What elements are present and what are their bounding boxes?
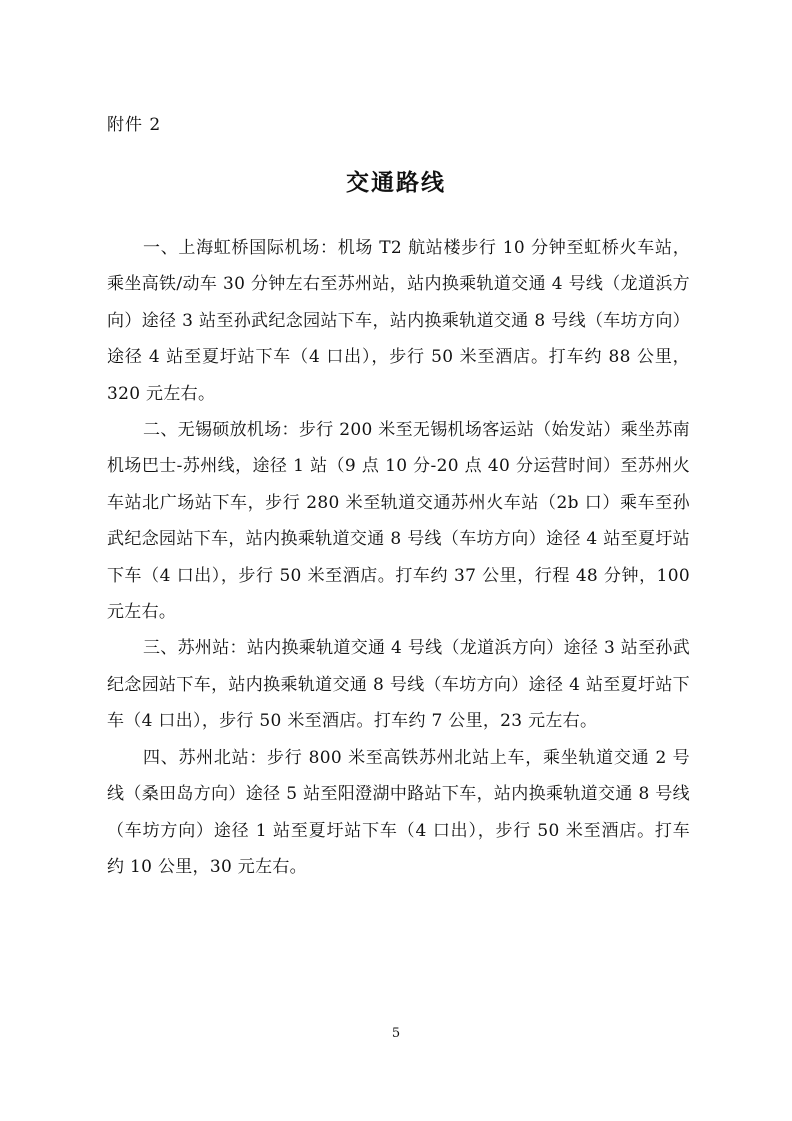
route-paragraph-hongqiao-airport: 一、上海虹桥国际机场：机场 T2 航站楼步行 10 分钟至虹桥火车站，乘坐高铁/动车 30 分钟左右至苏州站，站内换乘轨道交通 4 号线（龙道浜方向）途径 3 站至孙武纪念园站下车，站内换乘轨道交通 8 号线（车坊方向）途径 4 站至夏圩站下车（4 口出），步行 50 米至酒店。打车约 88 公里，320 元左右。 (107, 238, 690, 404)
page-number: 5 (391, 1026, 401, 1041)
route-paragraph-wuxi-airport: 二、无锡硕放机场：步行 200 米至无锡机场客运站（始发站）乘坐苏南机场巴士-苏州线，途径 1 站（9 点 10 分-20 点 40 分运营时间）至苏州火车站北广场站下车，步行 280 米至轨道交通苏州火车站（2b 口）乘车至孙武纪念园站下车，站内换乘轨道交通 8 号线（车坊方向）途径 4 站至夏圩站下车（4 口出），步行 50 米至酒店。打车约 37 公里，行程 48 分钟，100 元左右。 (107, 420, 690, 623)
page-title: 交通路线 (346, 169, 446, 196)
attachment-label: 附件 2 (107, 115, 162, 135)
route-paragraph-suzhou-north-station: 四、苏州北站：步行 800 米至高铁苏州北站上车，乘坐轨道交通 2 号线（桑田岛方向）途径 5 站至阳澄湖中路站下车，站内换乘轨道交通 8 号线（车坊方向）途径 1 站至夏圩站下车（4 口出），步行 50 米至酒店。打车约 10 公里，30 元左右。 (107, 747, 690, 877)
route-paragraph-suzhou-station: 三、苏州站：站内换乘轨道交通 4 号线（龙道浜方向）途径 3 站至孙武纪念园站下车，站内换乘轨道交通 8 号线（车坊方向）途径 4 站至夏圩站下车（4 口出），步行 50 米至酒店。打车约 7 公里，23 元左右。 (107, 638, 690, 732)
routes-body (107, 230, 690, 885)
